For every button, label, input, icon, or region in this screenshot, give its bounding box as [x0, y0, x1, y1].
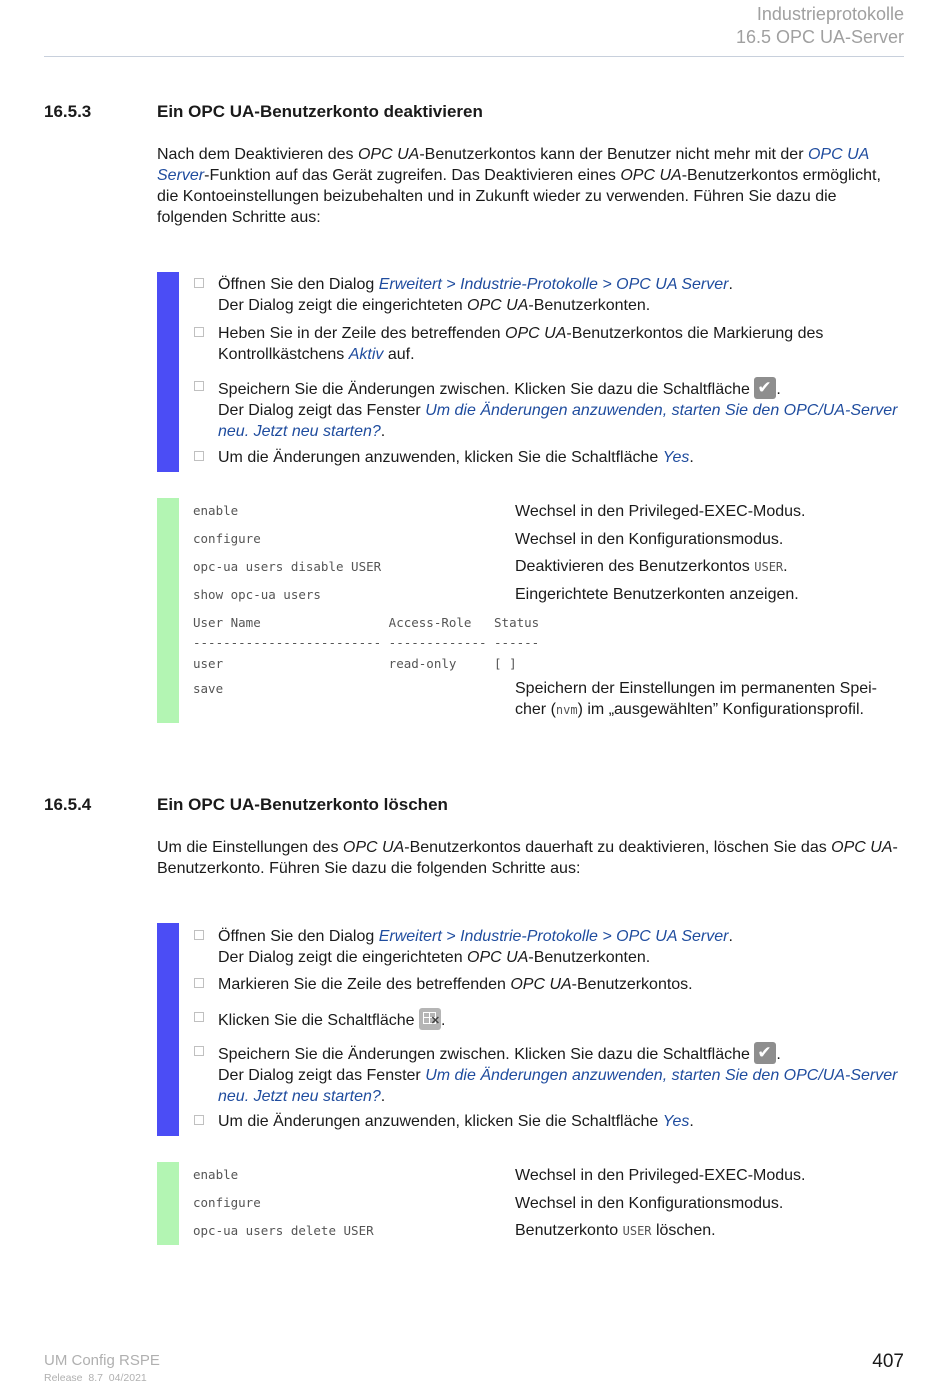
save-checkmark-icon[interactable] [754, 1042, 776, 1064]
step-checkbox-icon [194, 381, 204, 391]
step-checkbox-icon [194, 978, 204, 988]
dialog-path-link[interactable]: Erweitert > Industrie-Protokolle > OPC UA Server [378, 276, 729, 293]
step-checkbox-icon [194, 278, 204, 288]
step-item: Öffnen Sie den Dialog Erweitert > Industrie-Protokolle > OPC UA Server. Der Dialog zeigt die eingerichteten OPC UA-Benutzerkonten. [194, 274, 906, 316]
step-item: Heben Sie in der Zeile des betreffenden OPC UA-Benutzerkontos die Markierung des Kontrollkästchens Aktiv auf. [194, 323, 906, 365]
cli-output-rule: ------------------------- ------------- ------ [193, 635, 540, 650]
step-item: Speichern Sie die Änderungen zwischen. Klicken Sie dazu die Schaltfläche ✔. Der Dialog zeigt das Fenster Um die Änderungen anzuwenden, starten Sie den OPC/UA-Server neu. Jetzt neu starten?. [194, 1042, 906, 1107]
cli-command: opc-ua users delete USER [193, 1223, 374, 1238]
step-item: Öffnen Sie den Dialog Erweitert > Industrie-Protokolle > OPC UA Server. Der Dialog zeigt die eingerichteten OPC UA-Benutzerkonten. [194, 926, 906, 968]
cli-command: show opc-ua users [193, 587, 321, 602]
step-item: Klicken Sie die Schaltfläche ✕ . [194, 1008, 906, 1031]
yes-button-link[interactable]: Yes [662, 1113, 690, 1130]
step-item: Markieren Sie die Zeile des betreffenden OPC UA-Benutzerkontos. [194, 974, 906, 995]
cli-description: Benutzerkonto USER löschen. [515, 1222, 716, 1239]
step-checkbox-icon [194, 930, 204, 940]
section-number: 16.5.3 [44, 102, 92, 121]
section-intro: Nach dem Deaktivieren des OPC UA-Benutzerkontos kann der Benutzer nicht mehr mit der OPC UA Server-Funktion auf das Gerät zugreifen. Das Deaktivieren eines OPC UA-Benutzerkontos ermöglicht, die Kontoeinstellungen beizubehalten und in Zukunft wieder zu verwenden. Führen Sie dazu die folgenden Schritte aus: [157, 146, 881, 226]
cli-command: save [193, 681, 224, 696]
cli-description: Wechsel in den Privileged-EXEC-Modus. [515, 503, 806, 520]
cli-output-row: user read-only [ ] [193, 656, 517, 671]
cli-description: Wechsel in den Konfigurationsmodus. [515, 531, 784, 548]
header-divider [44, 56, 904, 57]
running-header-chapter: Industrieprotokolle [756, 4, 904, 24]
gui-steps-marker [157, 272, 179, 472]
yes-button-link[interactable]: Yes [662, 449, 690, 466]
cli-output-header: User Name Access-Role Status [193, 615, 540, 630]
cli-command: enable [193, 1167, 239, 1182]
step-item: Um die Änderungen anzuwenden, klicken Sie die Schaltfläche Yes. [194, 1111, 906, 1132]
restart-dialog-link[interactable]: Um die Änderungen anzuwenden, starten Sie den OPC/UA-Server neu. Jetzt neu starten? [218, 402, 898, 440]
step-checkbox-icon [194, 451, 204, 461]
gui-steps-marker [157, 923, 179, 1136]
cli-steps-marker [157, 1162, 179, 1245]
step-checkbox-icon [194, 1012, 204, 1022]
restart-dialog-link[interactable]: Um die Änderungen anzuwenden, starten Sie den OPC/UA-Server neu. Jetzt neu starten? [218, 1067, 898, 1105]
cli-description: Wechsel in den Konfigurationsmodus. [515, 1195, 784, 1212]
cli-command: opc-ua users disable USER [193, 559, 382, 574]
save-checkmark-icon[interactable] [754, 377, 776, 399]
step-checkbox-icon [194, 327, 204, 337]
cli-description: Speichern der Einstellungen im permanenten Spei- cher (nvm) im „ausgewählten” Konfigurationsprofil. [515, 680, 877, 718]
active-checkbox-link[interactable]: Aktiv [348, 346, 384, 363]
running-header-section: 16.5 OPC UA-Server [735, 27, 904, 47]
step-checkbox-icon [194, 1046, 204, 1056]
section-number: 16.5.4 [44, 795, 92, 814]
step-checkbox-icon [194, 1115, 204, 1125]
section-title: Ein OPC UA-Benutzerkonto löschen [157, 795, 448, 814]
cli-command: configure [193, 531, 261, 546]
footer-document-title: UM Config RSPE [44, 1352, 160, 1369]
cli-steps-marker [157, 498, 179, 723]
cli-description: Eingerichtete Benutzerkonten anzeigen. [515, 586, 799, 603]
cli-description: Wechsel in den Privileged-EXEC-Modus. [515, 1167, 806, 1184]
opc-ua-server-link[interactable]: OPC UA Server [157, 146, 869, 184]
delete-table-row-icon[interactable]: ✕ [419, 1008, 441, 1030]
step-item: Speichern Sie die Änderungen zwischen. Klicken Sie dazu die Schaltfläche ✔. Der Dialog zeigt das Fenster Um die Änderungen anzuwenden, starten Sie den OPC/UA-Server neu. Jetzt neu starten?. [194, 377, 906, 442]
step-item: Um die Änderungen anzuwenden, klicken Sie die Schaltfläche Yes. [194, 447, 906, 468]
footer-release: Release 8.7 04/2021 [44, 1372, 147, 1384]
cli-command: configure [193, 1195, 261, 1210]
section-intro: Um die Einstellungen des OPC UA-Benutzerkontos dauerhaft zu deaktivieren, löschen Sie das OPC UA-Benutzerkonto. Führen Sie dazu die folgenden Schritte aus: [157, 839, 898, 877]
dialog-path-link[interactable]: Erweitert > Industrie-Protokolle > OPC UA Server [378, 928, 729, 945]
page-number: 407 [872, 1351, 904, 1372]
cli-description: Deaktivieren des Benutzerkontos USER. [515, 558, 788, 575]
cli-command: enable [193, 503, 239, 518]
section-title: Ein OPC UA-Benutzerkonto deaktivieren [157, 102, 483, 121]
